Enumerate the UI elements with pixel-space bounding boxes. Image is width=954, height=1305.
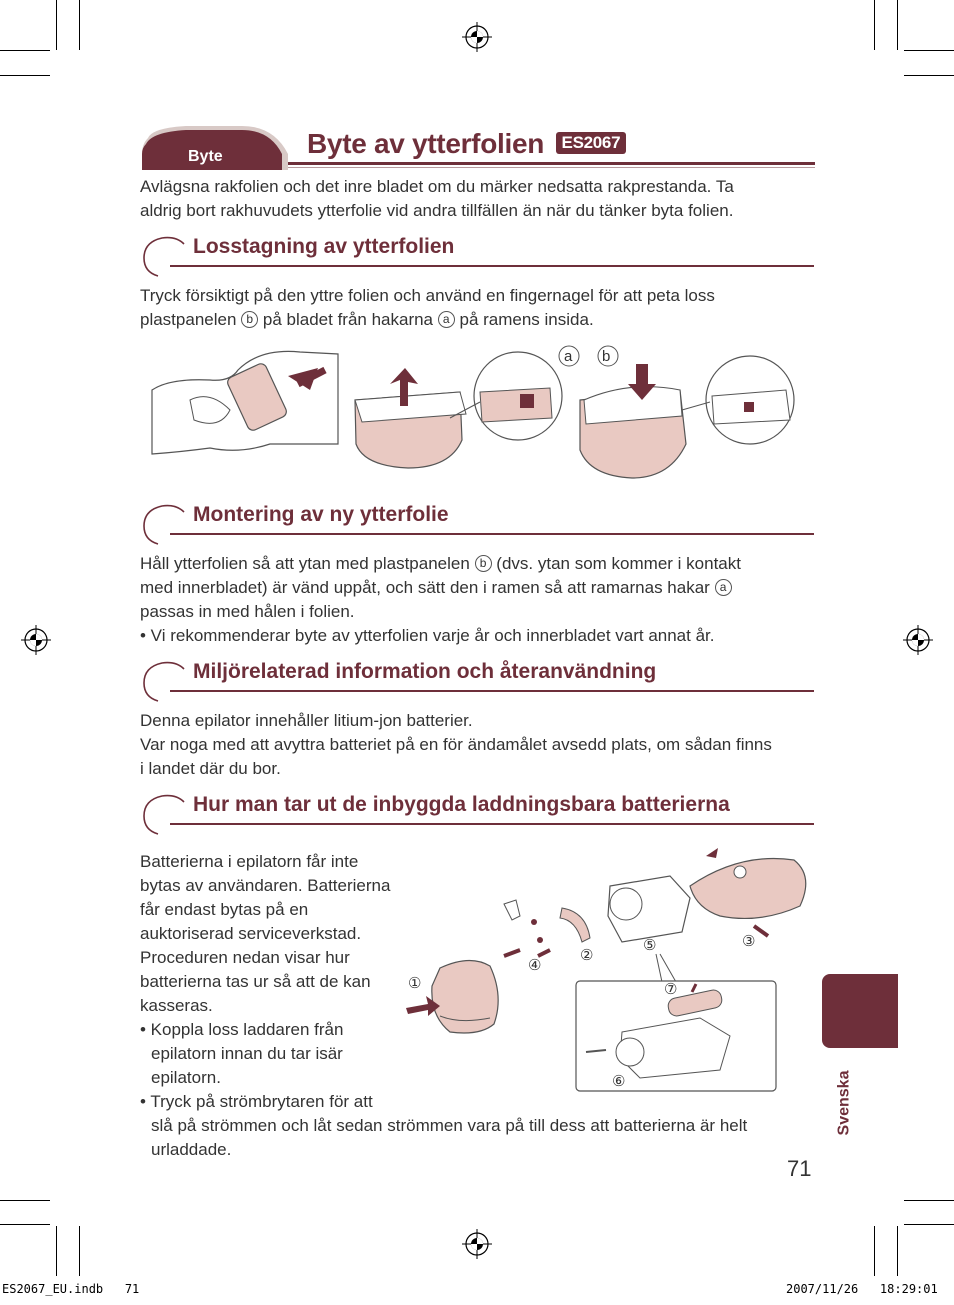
page-number: 71 — [787, 1156, 812, 1181]
section-title-mounting: Montering av ny ytterfolie — [193, 503, 449, 526]
figure-marker-b: b — [602, 348, 611, 365]
footer-file: ES2067_EU.indb 71 — [2, 1282, 140, 1296]
section-rule — [170, 533, 814, 535]
foil-removal-illustration — [150, 340, 800, 485]
title-underline — [288, 162, 815, 165]
step-5: ⑤ — [643, 937, 657, 954]
housing-cover-figure — [690, 848, 806, 950]
step-2: ② — [580, 947, 594, 964]
registration-mark-icon — [21, 625, 51, 655]
section-rule — [170, 265, 814, 267]
environment-text: Denna epilator innehåller litium-jon batterier. Var noga med att avyttra batteriet på en för ändamålet avsedd plats, om sådan finns i landet där du bor. — [140, 711, 772, 778]
epilator-head-figure — [406, 960, 498, 1033]
bullet-discharge: • Tryck på strömbrytaren för att — [140, 1092, 373, 1111]
batteries-text: Batterierna i epilatorn får inte bytas av användaren. Batterierna får endast bytas på en auktoriserad serviceverkstad. Proceduren nedan visar hur batterierna tas ur så att de kan kasseras. • Koppla loss laddaren från epilatorn innan du tar isär epilatorn. • Tryck på strömbrytaren för att slå på strömmen och låt sedan strömmen vara på till dess att batterierna är helt urladdade. — [140, 852, 748, 1159]
section-rule — [170, 690, 814, 692]
step-4: ④ — [528, 957, 542, 974]
section-hook-icon — [140, 234, 186, 280]
step-1: ① — [408, 975, 422, 992]
section-hook-icon — [140, 502, 186, 548]
marker-b: b — [241, 311, 258, 328]
section-title-batteries: Hur man tar ut de inbyggda laddningsbara batterierna — [193, 793, 730, 816]
section-title-environment: Miljörelaterad information och återanvändning — [193, 660, 657, 683]
step-7: ⑦ — [664, 981, 678, 998]
section-hook-icon — [140, 792, 186, 838]
bullet-disconnect: • Koppla loss laddaren från — [140, 1020, 344, 1039]
marker-a: a — [438, 311, 455, 328]
mounting-text: Håll ytterfolien så att ytan med plastpanelen b (dvs. ytan som kommer i kontakt med innerbladet) är vänd uppåt, och sätt den i ramen så att ramarnas hakar a passas in med hålen i folien. • Vi rekommenderar byte av ytterfolien varje år och innerbladet vart annat år. — [140, 552, 741, 648]
page-title-text: Byte av ytterfolien — [307, 128, 545, 159]
page-title — [307, 128, 626, 160]
battery-inset — [576, 954, 776, 1091]
step-3: ③ — [742, 933, 756, 950]
section-rule — [170, 823, 814, 825]
hands-figure — [152, 351, 338, 454]
marker-a: a — [715, 579, 732, 596]
shaver-head-figure — [355, 352, 562, 468]
registration-mark-icon — [462, 1229, 492, 1259]
registration-mark-icon — [462, 22, 492, 52]
section-title-removal: Losstagning av ytterfolien — [193, 235, 455, 258]
shaver-frame-figure — [580, 356, 794, 478]
intro-text: Avlägsna rakfolien och det inre bladet om du märker nedsatta rakprestanda. Ta aldrig bort rakhuvudets ytterfolie vid andra tillfällen än när du tänker byta folien. — [140, 177, 734, 220]
marker-b: b — [475, 555, 492, 572]
title-underline-thin — [288, 167, 815, 168]
battery-removal-illustration — [400, 846, 812, 1096]
step-6: ⑥ — [612, 1073, 626, 1090]
section-hook-icon — [140, 659, 186, 705]
removal-text: Tryck försiktigt på den yttre folien och använd en fingernagel för att peta loss plastpanelen b på bladet från hakarna a på ramens insida. — [140, 286, 715, 329]
recommendation-bullet: • Vi rekommenderar byte av ytterfolien varje år och innerbladet vart annat år. — [140, 626, 715, 645]
language-label: Svenska — [835, 1070, 853, 1136]
section-tab-label: Byte — [188, 148, 223, 165]
registration-mark-icon — [903, 625, 933, 655]
language-tab — [822, 974, 898, 1048]
figure-marker-a: a — [564, 348, 573, 365]
footer-timestamp: 2007/11/26 18:29:01 — [786, 1282, 938, 1296]
small-parts-figure — [504, 900, 593, 974]
model-badge: ES2067 — [556, 132, 627, 154]
motor-frame-figure — [608, 876, 690, 954]
